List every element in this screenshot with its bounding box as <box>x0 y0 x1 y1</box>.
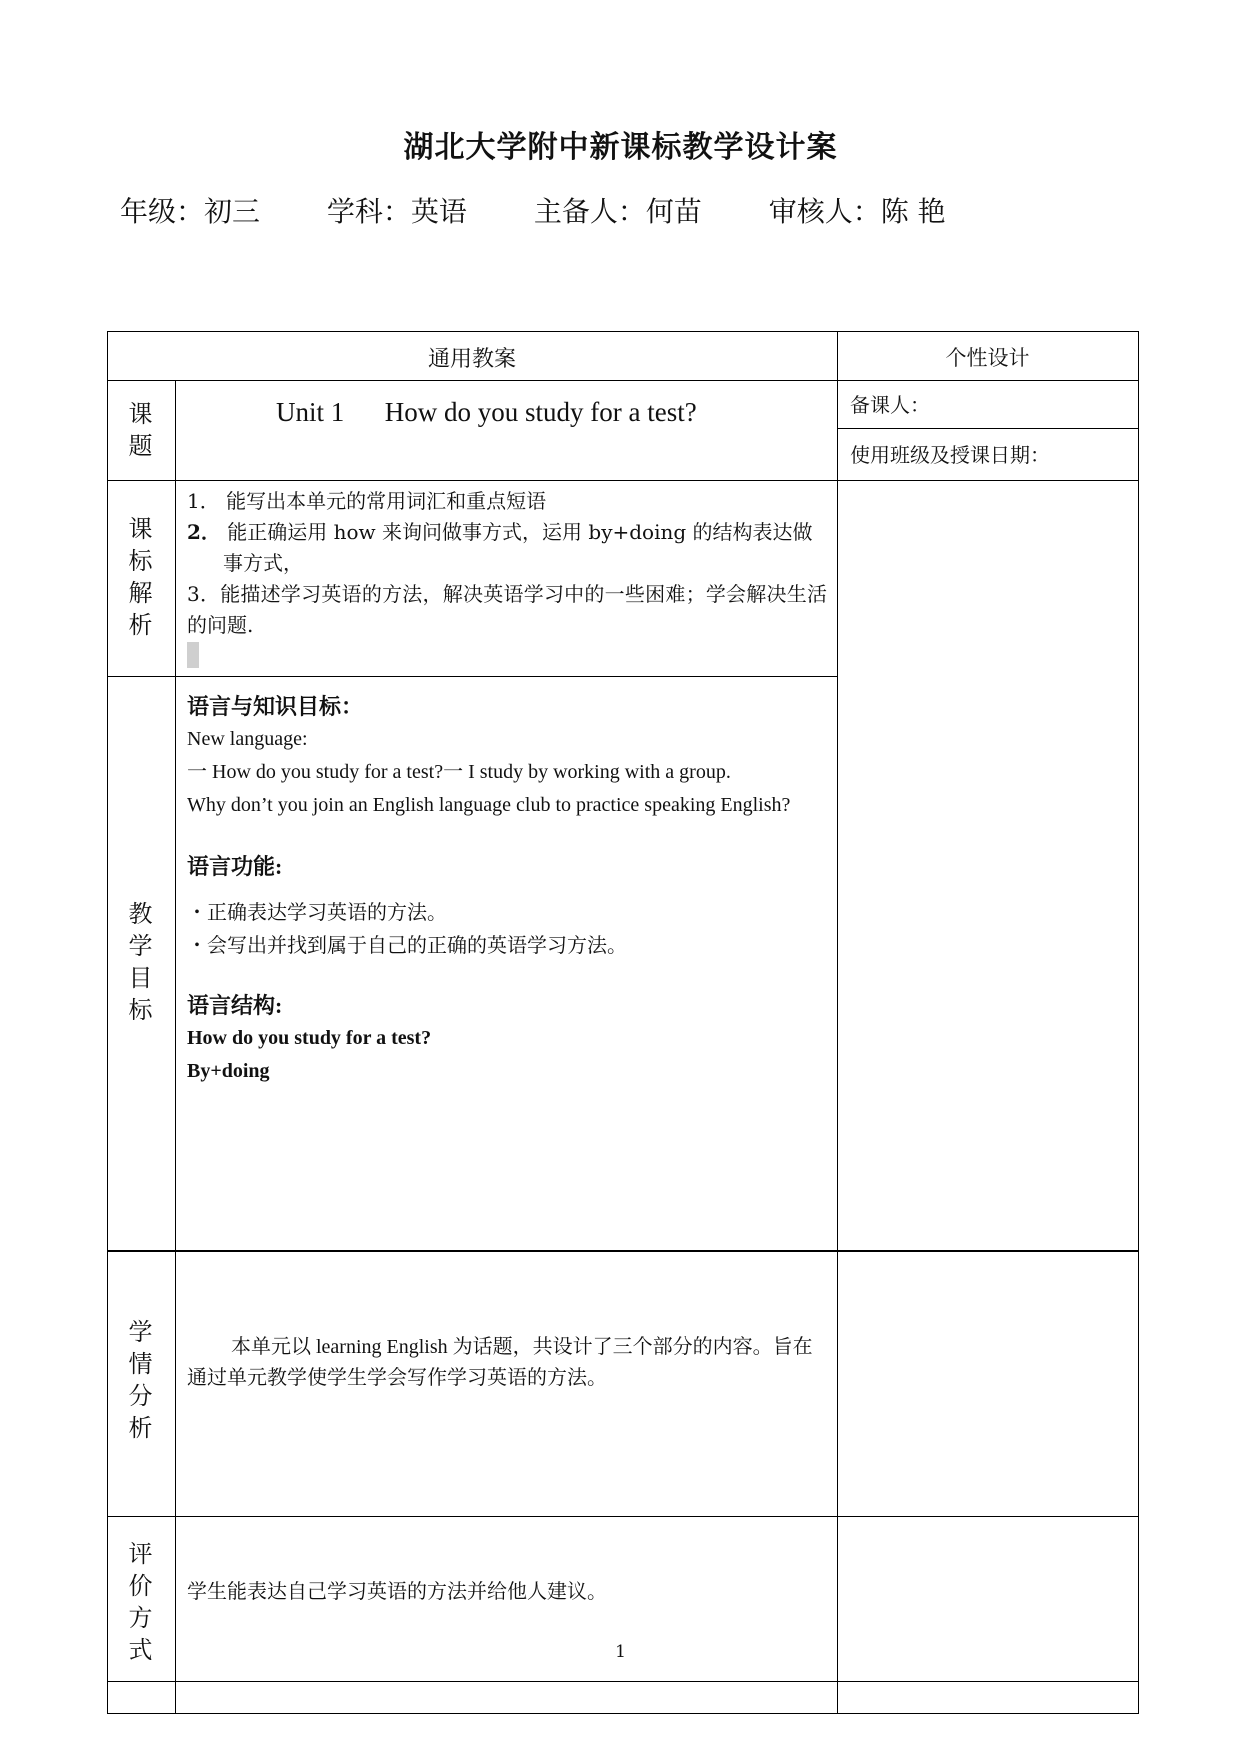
standards-item-2-cont: 事方式， <box>223 551 303 575</box>
topic-label-text: 课题 <box>128 400 153 460</box>
standards-content <box>187 486 827 641</box>
grade: 年级：初三 <box>120 195 261 228</box>
standards-item-2 <box>187 517 827 548</box>
column-divider <box>837 331 838 1713</box>
row-divider-topic <box>107 480 1139 481</box>
cursor-mark <box>187 642 199 668</box>
personal-preparer: 备课人： <box>850 393 930 417</box>
standards-label-text: 课标解析 <box>128 515 153 639</box>
evaluation-text: 学生能表达自己学习英语的方法并给他人建议。 <box>187 1579 607 1603</box>
preparer: 主备人：何苗 <box>533 195 702 228</box>
dialogue-example: 一 How do you study for a test?一 I study by working with a group. <box>187 761 731 783</box>
structure-heading: 语言结构: <box>187 993 283 1018</box>
structure-item-2: By+doing <box>187 1060 270 1082</box>
standards-label <box>107 513 174 641</box>
analysis-label-text: 学情分析 <box>128 1318 153 1442</box>
document-meta <box>120 190 1004 230</box>
page-number: 1 <box>615 1642 626 1662</box>
objectives-label-text: 教学目标 <box>128 900 153 1024</box>
objectives-content <box>187 690 827 1088</box>
row-divider-standards <box>107 676 837 677</box>
table-border-top <box>107 331 1139 332</box>
analysis-text: 本单元以 learning English 为话题，共设计了三个部分的内容。旨在通过单元教学使学生学会写作学习英语的方法。 <box>187 1336 813 1389</box>
table-border-bottom <box>107 1713 1139 1714</box>
table-border-right <box>1138 331 1139 1713</box>
new-language: New language: <box>187 728 308 750</box>
objectives-label <box>107 898 174 1026</box>
personal-class-date: 使用班级及授课日期： <box>850 443 1050 467</box>
document-title: 湖北大学附中新课标教学设计案 <box>403 130 838 165</box>
standards-item-2-num: 2． <box>187 520 221 544</box>
topic-value: Unit 1 How do you study for a test? <box>276 397 697 427</box>
row-divider-header <box>107 380 1139 381</box>
standards-item-3: 3．能描述学习英语的方法，解决英语学习中的一些困难；学会解决生活的问题. <box>187 582 827 637</box>
analysis-label <box>107 1316 174 1444</box>
standards-item-2-text: 能正确运用 how 来询问做事方式，运用 by+doing 的结构表达做 <box>227 520 813 544</box>
topic-label <box>107 398 174 462</box>
row-divider-personal <box>837 428 1138 429</box>
standards-item-1: 1． 能写出本单元的常用词汇和重点短语 <box>187 489 547 513</box>
row-divider-evaluation <box>107 1681 1139 1682</box>
label-column-divider <box>175 380 176 1713</box>
header-personal: 个性设计 <box>945 346 1030 370</box>
header-general: 通用教案 <box>427 347 516 372</box>
structure-item-1: How do you study for a test? <box>187 1027 432 1049</box>
function-item-2: ・会写出并找到属于自己的正确的英语学习方法。 <box>187 935 627 957</box>
evaluation-label-text: 评价方式 <box>128 1540 153 1664</box>
row-divider-objectives <box>107 1250 1139 1252</box>
subject: 学科：英语 <box>326 195 467 228</box>
reviewer: 审核人：陈 艳 <box>768 195 946 228</box>
knowledge-heading: 语言与知识目标： <box>187 694 364 719</box>
function-heading: 语言功能: <box>187 854 283 879</box>
function-item-1: ・正确表达学习英语的方法。 <box>187 902 447 924</box>
row-divider-analysis <box>107 1516 1139 1517</box>
suggestion-example: Why don’t you join an English language club to practice speaking English? <box>187 794 791 816</box>
